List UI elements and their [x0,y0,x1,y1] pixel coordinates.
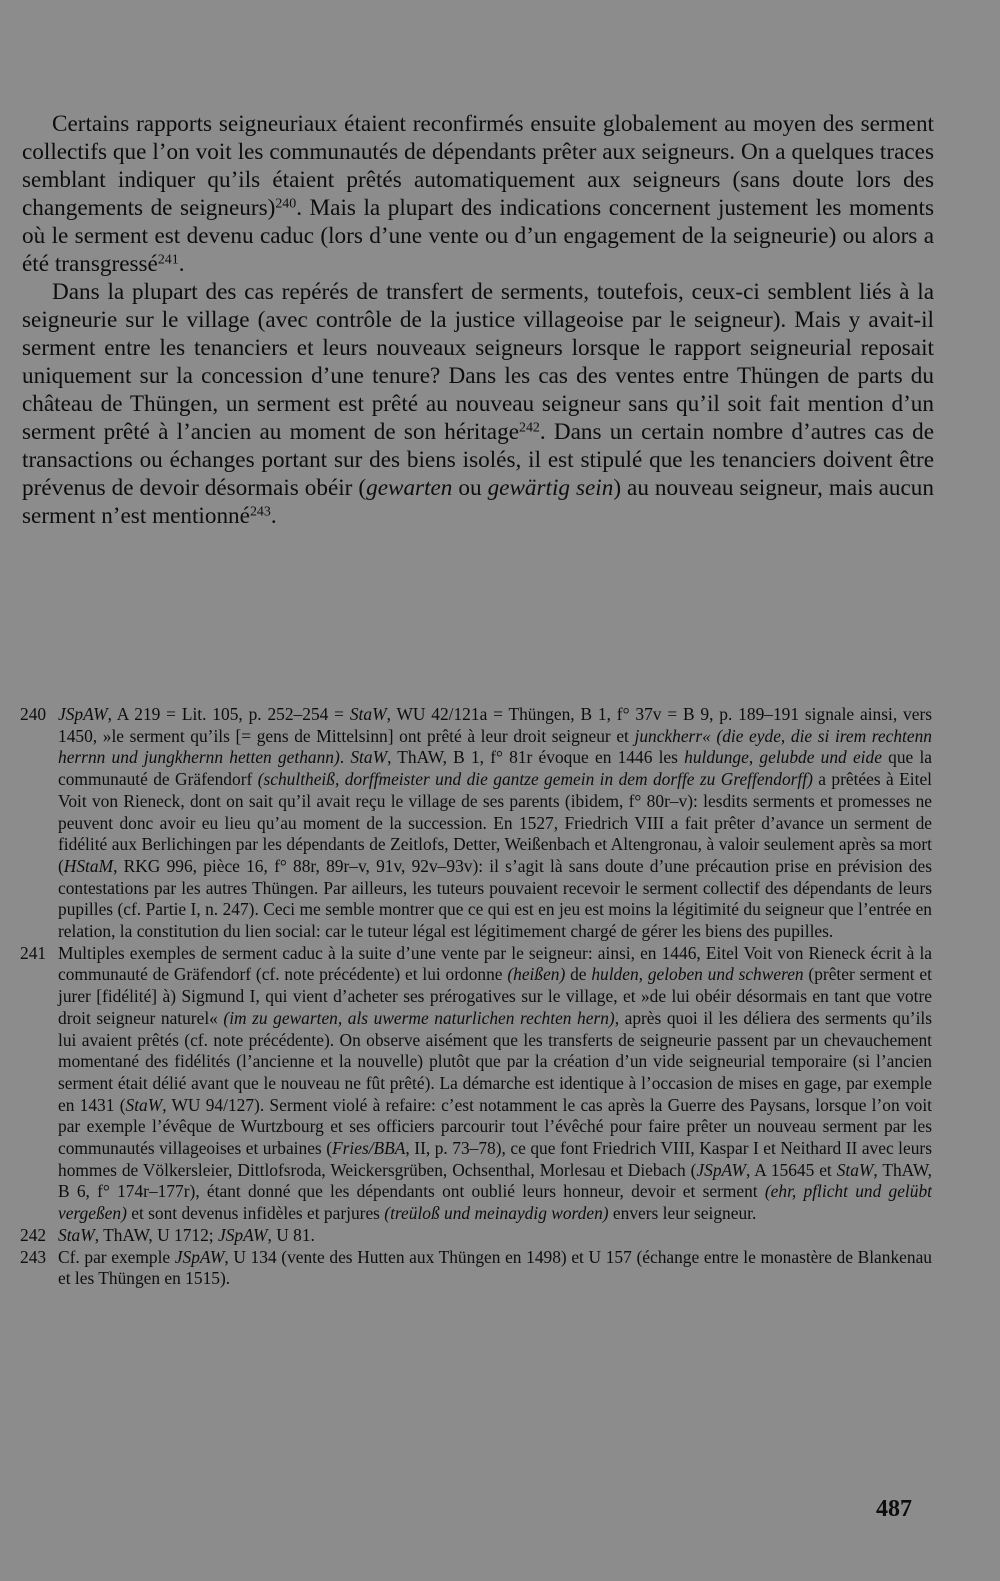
italic-text: (schultheiß, dorffmeister und die gantze gemein in dem dorffe zu Greffendorff) [257,769,813,790]
text-run: , II, p. 73–78), ce que font Friedrich VIII, Kaspar I et Neithard II avec leurs hommes de Völkersleier, Dittlofsroda, Weickersgrüben, Ochsenthal, Morlesau et Diebach ( [58,1138,932,1180]
text-run: (prêter serment et jurer [fidélité] à) Sigmund I, qui vient d’acheter ses prérogatives sur le village, et »de lui obéir désormais en tant que votre droit seigneur naturel« [58,964,932,1028]
italic-text: gewarten [366,475,453,501]
text-run: , U 134 (vente des Hutten aux Thüngen en 1498) et U 157 (échange entre le monastère de Blankenau et les Thüngen en 1515). [58,1246,932,1289]
footnote-ref: 242 [518,420,540,436]
text-run: , ThAW, B 6, f° 174r–177r), étant donné que les dépendants ont oublié leurs honneur, devoir et serment [58,1159,933,1202]
text-run: a prêtées à Eitel Voit von Rieneck, dont on sait qu’il avait reçu le village de ses parents (ibidem, f° 80r–v): lesdits serments et promesses ne peuvent donc avoir eu lieu qu’au moment de la succession. En 1527, Friedrich VIII a fait prêter d’avance un serment de fidélité aux Berlichingen par les dépendants de Zeitlofs, Detter, Weißenbach et Altengronau, à valoir seulement après sa mort ( [58,769,932,876]
main-text [22,110,934,530]
italic-text: StaW [836,1159,874,1180]
text-run: envers leur seigneur. [608,1203,757,1224]
text-run: , RKG 996, pièce 16, f° 88r, 89r–v, 91v, 92v–93v): il s’agit là sans doute d’une précaution prise en prévision des contestations par les autres Thüngen. Par ailleurs, les tuteurs pouvaient recevoir le serment collectif des dépendants de leurs pupilles (cf. Partie I, n. 247). Ceci me semble montrer que ce qui est en jeu est moins la légitimité du seigneur que l’entrée en relation, la constitution du lien social: car le tuteur légal est légitimement chargé de gérer les biens des pupilles. [58,855,932,942]
footnote-ref: 243 [249,504,271,520]
text-run: , ThAW, U 1712; [94,1224,218,1245]
footnote-number: 240 [20,704,47,724]
footnote-240 [20,704,932,943]
page-number: 487 [876,1496,912,1522]
text-run: . Mais la plupart des indications concernent justement les moments où le serment est devenu caduc (lors d’une vente ou d’un engagement de la seigneurie) ou alors a été transgressé [22,195,934,277]
text-run: Multiples exemples de serment caduc à la suite d’une vente par le seigneur: ainsi, en 1446, Eitel Voit von Rieneck écrit à la communauté de Gräfendorf (cf. note précédente) et lui ordonne [58,942,932,985]
italic-text: (ehr, pflicht und gelübt vergeßen) [58,1181,932,1224]
paragraph-1 [22,110,934,278]
italic-text: huldunge, gelubde und eide [684,747,882,768]
text-run: , ThAW, B 1, f° 81r évoque en 1446 les [387,747,685,768]
text-run: , A 219 = Lit. 105, p. 252–254 = [107,704,350,724]
footnote-242 [20,1225,932,1247]
italic-text: JSpAW [174,1246,225,1267]
italic-text: StaW [350,747,388,768]
footnote-text [58,1247,932,1289]
italic-text: JSpAW [217,1224,268,1245]
footnote-243 [20,1247,932,1290]
text-run: , U 81. [267,1224,315,1245]
italic-text: JSpAW [58,704,108,724]
text-run: . [178,251,185,277]
footnote-text [58,943,932,1223]
text-run: , après quoi il les déliera des serments qu’ils lui avaient prêtés (cf. note précédente). On observe aisément que les transferts de seigneurie passent par un chevauchement momentané des fidélités (l’ancienne et la nouvelle) plutôt que par la création d’un vide seigneurial temporaire (si l’ancien serment était délié avant que le nouveau ne fût prêté). La démarche est identique à l’occasion de mises en gage, par exemple en 1431 ( [58,1007,932,1115]
italic-text: JSpAW [696,1159,746,1180]
text-run: . [270,503,277,529]
footnote-text [58,704,932,941]
italic-text: StaW [58,1224,95,1245]
italic-text: HStaM [63,855,114,876]
text-run: ou [452,475,488,501]
text-run: , A 15645 et [746,1159,837,1180]
text-run: Dans la plupart des cas repérés de transfert de serments, toutefois, ceux-ci semblent liés à la seigneurie sur le village (avec contrôle de la justice villageoise par le seigneur). Mais y avait-il serment entre les tenanciers et leurs nouveaux seigneurs lorsque le rapport seigneurial reposait uniquement sur la concession d’une tenure? Dans les cas des ventes entre Thüngen de parts du château de Thüngen, un serment est prêté au nouveau seigneur sans qu’il soit fait mention d’un serment prêté à l’ancien au moment de son héritage [22,279,934,445]
italic-text: (im zu gewarten, als uwerme naturlichen rechten hern) [223,1007,615,1028]
text-run: , WU 42/121a = Thüngen, B 1, f° 37v = B 9, p. 189–191 signale ainsi, vers 1450, »le serment qu’ils [= gens de Mittelsinn] ont prêté à leur droit seigneur et [58,704,933,746]
footnote-number: 242 [20,1224,47,1245]
italic-text: hulden, geloben und schweren [591,964,804,985]
italic-text: junckherr« (die eyde, die si irem rechtenn herrnn und jungkhernn hetten gethann) [58,725,932,768]
footnotes [20,704,932,1290]
text-run: ) au nouveau seigneur, mais aucun serment n’est mentionné [22,475,934,529]
text-run: et sont devenus infidèles et parjures [126,1203,385,1224]
text-run: Cf. par exemple [58,1246,175,1267]
text-run: de [565,964,592,985]
footnote-ref: 241 [157,252,179,268]
italic-text: gewärtig sein [487,475,614,501]
italic-text: StaW [349,704,387,724]
italic-text: Fries/BBA [332,1138,406,1159]
footnote-number: 243 [20,1246,47,1267]
footnote-number: 241 [20,942,47,963]
text-run: Certains rapports seigneuriaux étaient reconfirmés ensuite globalement au moyen des serment collectifs que l’on voit les communautés de dépendants prêter aux seigneurs. On a quelques traces semblant indiquer qu’ils étaient prêtés automatiquement aux seigneurs (sans doute lors des changements de seigneurs) [22,111,934,221]
italic-text: (heißen) [507,964,566,985]
paragraph-2 [22,278,934,530]
italic-text: (treüloß und meinaydig worden) [384,1203,609,1224]
footnote-text [58,1225,315,1245]
text-run: . Dans un certain nombre d’autres cas de transactions ou échanges portant sur des biens isolés, il est stipulé que les tenanciers doivent être prévenus de devoir désormais obéir ( [22,419,934,501]
text-run: . [339,747,351,768]
text-run: que la communauté de Gräfendorf [58,747,932,790]
footnote-ref: 240 [275,196,297,212]
text-run: , WU 94/127). Serment violé à refaire: c’est notamment le cas après la Guerre des Paysans, lorsque l’on voit par exemple l’évêque de Wurtzbourg et ses officiers parcourir tout l’évêché pour faire prêter un nouveau serment par les communautés villageoises et urbaines ( [58,1094,932,1159]
footnote-241 [20,943,932,1225]
italic-text: StaW [125,1094,163,1115]
